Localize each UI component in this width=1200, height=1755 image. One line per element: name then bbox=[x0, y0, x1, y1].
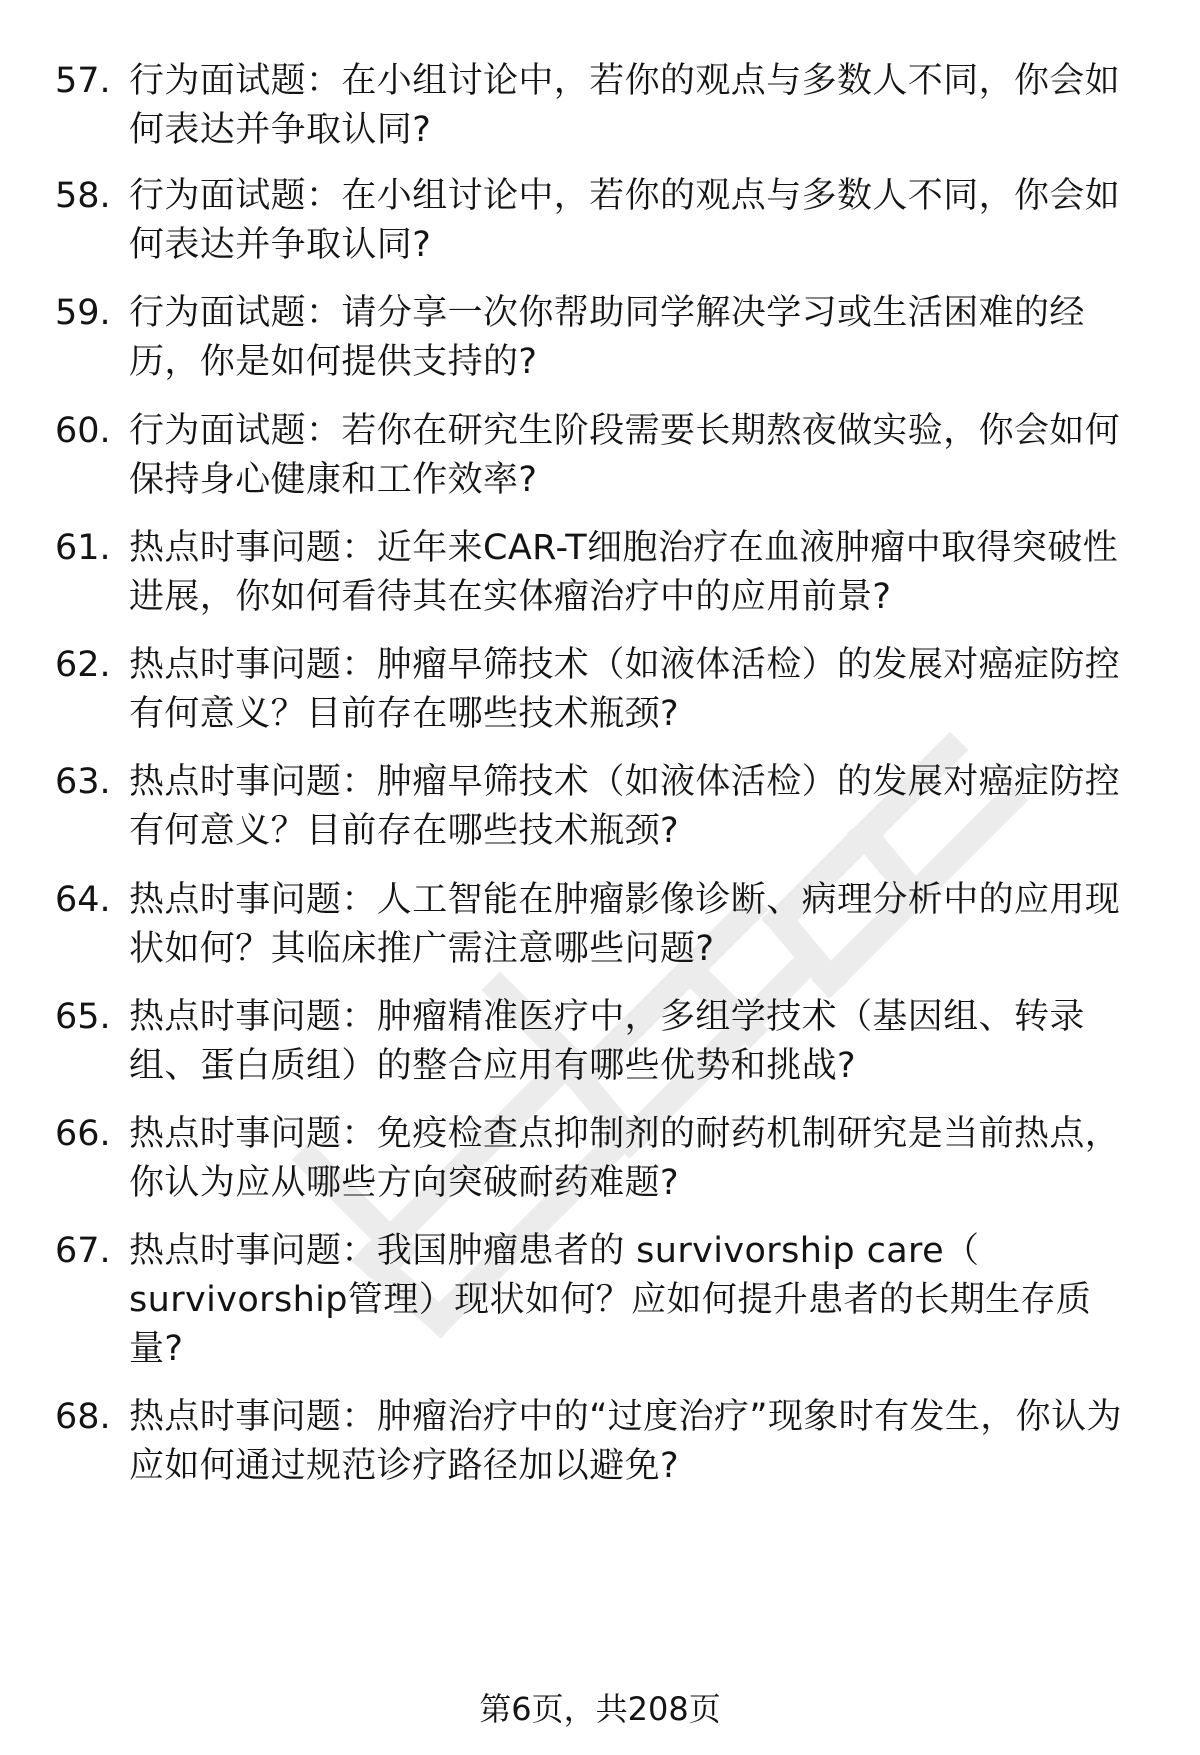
question-text: 行为面试题：在小组讨论中，若你的观点与多数人不同，你会如何表达并争取认同? bbox=[129, 176, 1121, 265]
question-number: 61. bbox=[55, 528, 111, 568]
question-text: 热点时事问题：肿瘤精准医疗中，多组学技术（基因组、转录组、蛋白质组）的整合应用有哪些优势和挑战? bbox=[129, 997, 1085, 1086]
question-text: 热点时事问题：肿瘤早筛技术（如液体活检）的发展对癌症防控有何意义？目前存在哪些技术瓶颈? bbox=[129, 645, 1121, 734]
question-number: 62. bbox=[55, 645, 111, 685]
question-number: 66. bbox=[55, 1114, 111, 1154]
question-text: 热点时事问题：肿瘤治疗中的“过度治疗”现象时有发生，你认为应如何通过规范诊疗路径加以避免? bbox=[129, 1397, 1122, 1486]
question-number: 58. bbox=[55, 176, 111, 216]
question-text: 行为面试题：若你在研究生阶段需要长期熬夜做实验，你会如何保持身心健康和工作效率? bbox=[129, 411, 1121, 500]
question-number: 57. bbox=[55, 61, 111, 101]
question-text: 热点时事问题：人工智能在肿瘤影像诊断、病理分析中的应用现状如何？其临床推广需注意哪些问题? bbox=[129, 880, 1121, 969]
question-text: 热点时事问题：肿瘤早筛技术（如液体活检）的发展对癌症防控有何意义？目前存在哪些技术瓶颈? bbox=[129, 762, 1121, 851]
question-text: 行为面试题：请分享一次你帮助同学解决学习或生活困难的经历，你是如何提供支持的? bbox=[129, 293, 1085, 382]
question-number: 68. bbox=[55, 1397, 111, 1437]
question-text: 热点时事问题：我国肿瘤患者的 survivorship care（ survivorship管理）现状如何？应如何提升患者的长期生存质量? bbox=[129, 1231, 1092, 1369]
question-number: 67. bbox=[55, 1231, 111, 1271]
question-number: 60. bbox=[55, 411, 111, 451]
page-number: 第6页，共208页 bbox=[479, 1690, 721, 1728]
question-text: 热点时事问题：近年来CAR-T细胞治疗在血液肿瘤中取得突破性进展，你如何看待其在实体瘤治疗中的应用前景? bbox=[129, 528, 1119, 617]
question-text: 热点时事问题：免疫检查点抑制剂的耐药机制研究是当前热点，你认为应从哪些方向突破耐药难题? bbox=[129, 1114, 1121, 1203]
question-number: 63. bbox=[55, 762, 111, 802]
question-number: 64. bbox=[55, 880, 111, 920]
question-number: 59. bbox=[55, 293, 111, 333]
question-text: 行为面试题：在小组讨论中，若你的观点与多数人不同，你会如何表达并争取认同? bbox=[129, 61, 1121, 150]
question-number: 65. bbox=[55, 997, 111, 1037]
